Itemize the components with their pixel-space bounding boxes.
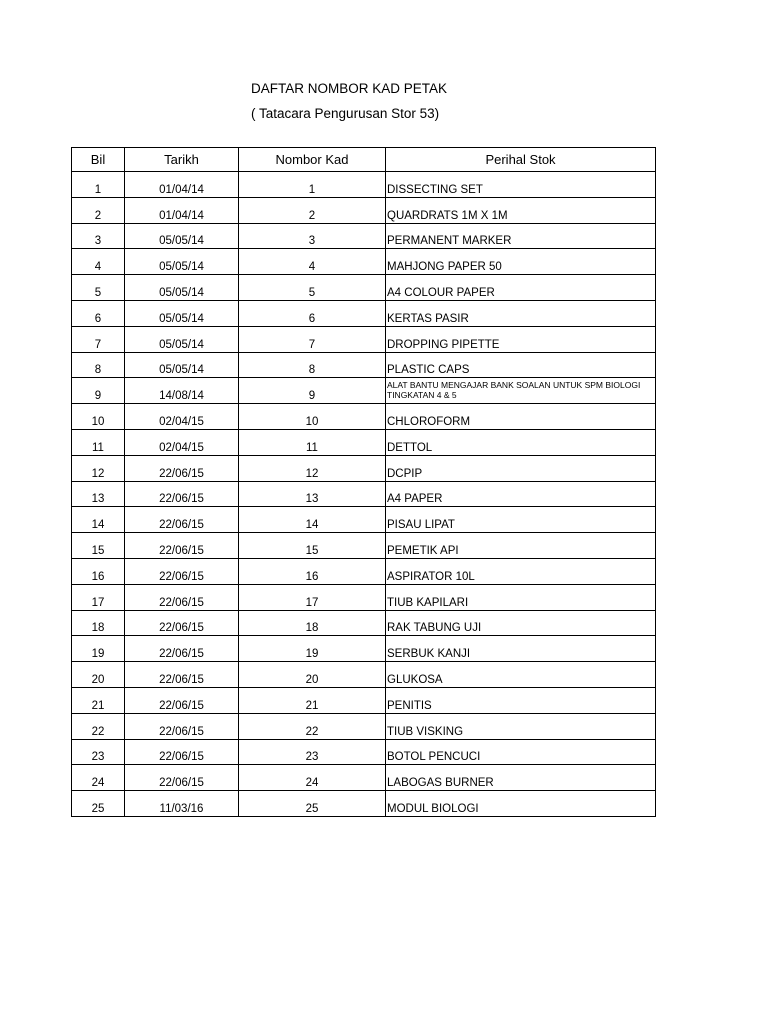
table-row	[72, 584, 656, 610]
cell-tarikh: 22/06/15	[125, 533, 239, 559]
table-row	[72, 378, 656, 404]
cell-bil: 10	[72, 404, 125, 430]
table-row	[72, 662, 656, 688]
table-row	[72, 197, 656, 223]
cell-tarikh: 05/05/14	[125, 300, 239, 326]
cell-bil: 13	[72, 481, 125, 507]
column-header-bil: Bil	[72, 148, 125, 172]
cell-nombor-kad: 13	[239, 481, 386, 507]
cell-nombor-kad: 14	[239, 507, 386, 533]
table-row	[72, 687, 656, 713]
table-row	[72, 791, 656, 817]
cell-nombor-kad: 6	[239, 300, 386, 326]
cell-bil: 23	[72, 739, 125, 765]
cell-bil: 25	[72, 791, 125, 817]
cell-nombor-kad: 3	[239, 223, 386, 249]
table-row	[72, 739, 656, 765]
cell-nombor-kad: 9	[239, 378, 386, 404]
cell-bil: 4	[72, 249, 125, 275]
cell-nombor-kad: 19	[239, 636, 386, 662]
cell-tarikh: 05/05/14	[125, 352, 239, 378]
cell-nombor-kad: 4	[239, 249, 386, 275]
table-row	[72, 481, 656, 507]
cell-bil: 19	[72, 636, 125, 662]
cell-bil: 1	[72, 172, 125, 198]
cell-perihal-stok: DCPIP	[386, 455, 656, 481]
cell-bil: 12	[72, 455, 125, 481]
table-row	[72, 429, 656, 455]
cell-perihal-stok: ALAT BANTU MENGAJAR BANK SOALAN UNTUK SPM BIOLOGI TINGKATAN 4 & 5	[386, 378, 656, 404]
table-row	[72, 326, 656, 352]
cell-bil: 8	[72, 352, 125, 378]
cell-perihal-stok: PENITIS	[386, 687, 656, 713]
cell-nombor-kad: 24	[239, 765, 386, 791]
table-row	[72, 249, 656, 275]
cell-bil: 22	[72, 713, 125, 739]
cell-nombor-kad: 1	[239, 172, 386, 198]
cell-tarikh: 22/06/15	[125, 687, 239, 713]
cell-bil: 15	[72, 533, 125, 559]
cell-perihal-stok: CHLOROFORM	[386, 404, 656, 430]
cell-perihal-stok: KERTAS PASIR	[386, 300, 656, 326]
cell-tarikh: 05/05/14	[125, 326, 239, 352]
cell-tarikh: 01/04/14	[125, 172, 239, 198]
cell-perihal-stok: PISAU LIPAT	[386, 507, 656, 533]
cell-bil: 9	[72, 378, 125, 404]
table-row	[72, 352, 656, 378]
cell-bil: 18	[72, 610, 125, 636]
cell-perihal-stok: PERMANENT MARKER	[386, 223, 656, 249]
cell-tarikh: 22/06/15	[125, 507, 239, 533]
cell-nombor-kad: 15	[239, 533, 386, 559]
table-row	[72, 636, 656, 662]
cell-perihal-stok: A4 COLOUR PAPER	[386, 275, 656, 301]
cell-nombor-kad: 18	[239, 610, 386, 636]
cell-bil: 20	[72, 662, 125, 688]
table-row	[72, 300, 656, 326]
cell-tarikh: 22/06/15	[125, 713, 239, 739]
cell-tarikh: 22/06/15	[125, 662, 239, 688]
cell-tarikh: 02/04/15	[125, 429, 239, 455]
cell-tarikh: 02/04/15	[125, 404, 239, 430]
cell-nombor-kad: 16	[239, 558, 386, 584]
table-row	[72, 172, 656, 198]
cell-nombor-kad: 17	[239, 584, 386, 610]
cell-nombor-kad: 12	[239, 455, 386, 481]
cell-perihal-stok: MODUL BIOLOGI	[386, 791, 656, 817]
cell-perihal-stok: DROPPING PIPETTE	[386, 326, 656, 352]
cell-bil: 24	[72, 765, 125, 791]
cell-bil: 6	[72, 300, 125, 326]
cell-bil: 16	[72, 558, 125, 584]
cell-bil: 21	[72, 687, 125, 713]
cell-perihal-stok: TIUB KAPILARI	[386, 584, 656, 610]
cell-nombor-kad: 2	[239, 197, 386, 223]
cell-perihal-stok: PEMETIK API	[386, 533, 656, 559]
cell-bil: 2	[72, 197, 125, 223]
cell-tarikh: 22/06/15	[125, 584, 239, 610]
cell-tarikh: 14/08/14	[125, 378, 239, 404]
cell-bil: 7	[72, 326, 125, 352]
cell-bil: 14	[72, 507, 125, 533]
cell-nombor-kad: 21	[239, 687, 386, 713]
table-row	[72, 223, 656, 249]
cell-bil: 11	[72, 429, 125, 455]
cell-bil: 17	[72, 584, 125, 610]
cell-nombor-kad: 8	[239, 352, 386, 378]
cell-tarikh: 05/05/14	[125, 249, 239, 275]
cell-bil: 5	[72, 275, 125, 301]
table-row	[72, 533, 656, 559]
cell-tarikh: 22/06/15	[125, 739, 239, 765]
cell-bil: 3	[72, 223, 125, 249]
cell-tarikh: 22/06/15	[125, 636, 239, 662]
cell-perihal-stok: DISSECTING SET	[386, 172, 656, 198]
cell-tarikh: 01/04/14	[125, 197, 239, 223]
column-header-nombor-kad: Nombor Kad	[239, 148, 386, 172]
cell-nombor-kad: 25	[239, 791, 386, 817]
document-title: DAFTAR NOMBOR KAD PETAK	[251, 81, 448, 96]
cell-perihal-stok: A4 PAPER	[386, 481, 656, 507]
cell-perihal-stok: GLUKOSA	[386, 662, 656, 688]
cell-tarikh: 05/05/14	[125, 275, 239, 301]
cell-nombor-kad: 10	[239, 404, 386, 430]
cell-tarikh: 05/05/14	[125, 223, 239, 249]
cell-perihal-stok: BOTOL PENCUCI	[386, 739, 656, 765]
cell-tarikh: 22/06/15	[125, 765, 239, 791]
stock-card-table	[71, 147, 656, 817]
table-row	[72, 558, 656, 584]
cell-perihal-stok: ASPIRATOR 10L	[386, 558, 656, 584]
table-row	[72, 610, 656, 636]
cell-perihal-stok: DETTOL	[386, 429, 656, 455]
column-header-perihal-stok: Perihal Stok	[386, 148, 656, 172]
cell-perihal-stok: PLASTIC CAPS	[386, 352, 656, 378]
cell-nombor-kad: 7	[239, 326, 386, 352]
column-header-tarikh: Tarikh	[125, 148, 239, 172]
cell-tarikh: 22/06/15	[125, 610, 239, 636]
table-row	[72, 507, 656, 533]
cell-nombor-kad: 5	[239, 275, 386, 301]
cell-perihal-stok: TIUB VISKING	[386, 713, 656, 739]
cell-tarikh: 22/06/15	[125, 481, 239, 507]
table-row	[72, 455, 656, 481]
cell-tarikh: 11/03/16	[125, 791, 239, 817]
cell-perihal-stok: QUARDRATS 1M X 1M	[386, 197, 656, 223]
table-row	[72, 765, 656, 791]
table-row	[72, 275, 656, 301]
cell-nombor-kad: 22	[239, 713, 386, 739]
table-row	[72, 713, 656, 739]
cell-nombor-kad: 23	[239, 739, 386, 765]
cell-nombor-kad: 20	[239, 662, 386, 688]
table-row	[72, 404, 656, 430]
table-header-row	[72, 148, 656, 172]
cell-perihal-stok: SERBUK KANJI	[386, 636, 656, 662]
document-subtitle: ( Tatacara Pengurusan Stor 53)	[251, 106, 440, 121]
cell-tarikh: 22/06/15	[125, 558, 239, 584]
cell-tarikh: 22/06/15	[125, 455, 239, 481]
cell-perihal-stok: MAHJONG PAPER 50	[386, 249, 656, 275]
cell-perihal-stok: LABOGAS BURNER	[386, 765, 656, 791]
cell-perihal-stok: RAK TABUNG UJI	[386, 610, 656, 636]
cell-nombor-kad: 11	[239, 429, 386, 455]
